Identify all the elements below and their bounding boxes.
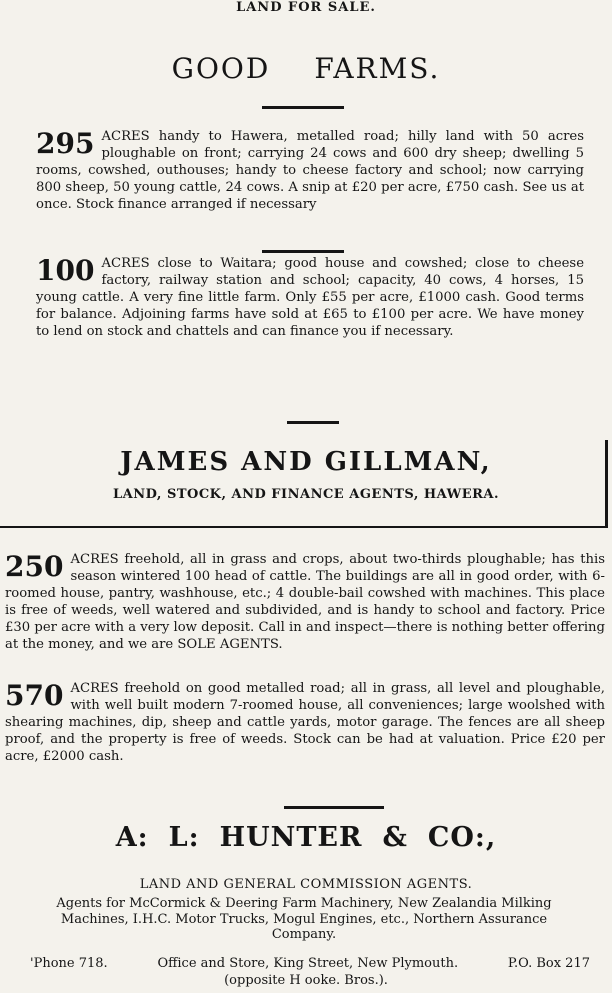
hunter-initial-a: A:: [115, 822, 149, 853]
hunter-agencies: Agents for McCormick & Deering Farm Machinery, New Zealandia Milking Machines, I.H.C. Motor Trucks, Mogul Engines, etc., Northern Assurance Company.: [56, 896, 552, 942]
divider-rule: [284, 806, 384, 809]
listing-text: handy to Hawera, metalled road; hilly land with 50 acres ploughable on front; carrying 24 cows and 600 dry sheep; dwelling 5 rooms, cowshed, outhouses; handy to cheese factory and school; now carrying 800 sheep, 50 young cattle, 24 cows. A snip at £20 per acre, £750 cash. See us at once. Stock finance arranged if necessary: [36, 129, 584, 212]
hunter-co: CO:,: [427, 822, 497, 853]
listing-acres-word: ACRES: [101, 256, 150, 271]
hunter-phone: 'Phone 718.: [30, 956, 108, 971]
listing-100: [36, 255, 584, 340]
listing-570: [5, 680, 605, 765]
listing-text: close to Waitara; good house and cowshed; close to cheese factory, railway station and school; capacity, 40 cows, 4 horses, 15 young cattle. A very fine little farm. Only £55 per acre, £1000 cash. Good terms for balance. Adjoining farms have sold at £65 to £100 per acre. We have money to lend on stock and chattels and can finance you if necessary.: [36, 256, 585, 339]
listing-acres-number: 570: [5, 679, 64, 712]
title-word-good: GOOD: [171, 52, 271, 85]
listing-acres-number: 295: [36, 127, 95, 160]
agent-subtitle: LAND, STOCK, AND FINANCE AGENTS, HAWERA.: [112, 487, 500, 502]
listing-250: [5, 551, 605, 653]
divider-rule: [287, 421, 339, 424]
listing-acres-word: ACRES: [70, 681, 119, 696]
listing-acres-number: 100: [36, 254, 95, 287]
section-divider: [0, 526, 605, 528]
listing-acres-word: ACRES: [70, 552, 119, 567]
listing-acres-word: ACRES: [101, 129, 150, 144]
hunter-subtitle: LAND AND GENERAL COMMISSION AGENTS.: [139, 877, 473, 892]
listing-acres-number: 250: [5, 550, 64, 583]
listing-295: [36, 128, 584, 213]
section-header: LAND FOR SALE.: [236, 0, 376, 15]
hunter-contact-row: [30, 956, 590, 971]
divider-rule: [262, 106, 344, 109]
agent-name-james-gillman: JAMES AND GILLMAN,: [120, 447, 492, 477]
agent-name-hunter: [0, 822, 612, 853]
good-farms-title: [0, 52, 612, 85]
hunter-surname: HUNTER: [219, 822, 363, 853]
hunter-initial-l: L:: [168, 822, 200, 853]
hunter-po-box: P.O. Box 217: [507, 956, 590, 971]
hunter-ampersand: &: [382, 822, 408, 853]
hunter-address-note: (opposite H ooke. Bros.).: [224, 973, 388, 988]
hunter-address: Office and Store, King Street, New Plymouth.: [157, 956, 459, 971]
listing-text: freehold, all in grass and crops, about two-thirds ploughable; has this season wintered 100 head of cattle. The buildings are all in good order, with 6-roomed house, pantry, washhouse, etc.; 4 double-bail cowshed with machines. This place is free of weeds, well watered and subdivided, and is handy to school and factory. Price £30 per acre with a very low deposit. Call in and inspect—there is nothing better offering at the money, and we are SOLE AGENTS.: [5, 552, 605, 652]
border-edge: [605, 440, 608, 528]
divider-rule: [262, 250, 344, 253]
listing-text: freehold on good metalled road; all in grass, all level and ploughable, with well built modern 7-roomed house, all conveniences; large woolshed with shearing machines, dip, sheep and cattle yards, motor garage. The fences are all sheep proof, and the property is free of weeds. Stock can be had at valuation. Price £20 per acre, £2000 cash.: [5, 681, 605, 764]
title-word-farms: FARMS.: [314, 52, 441, 85]
